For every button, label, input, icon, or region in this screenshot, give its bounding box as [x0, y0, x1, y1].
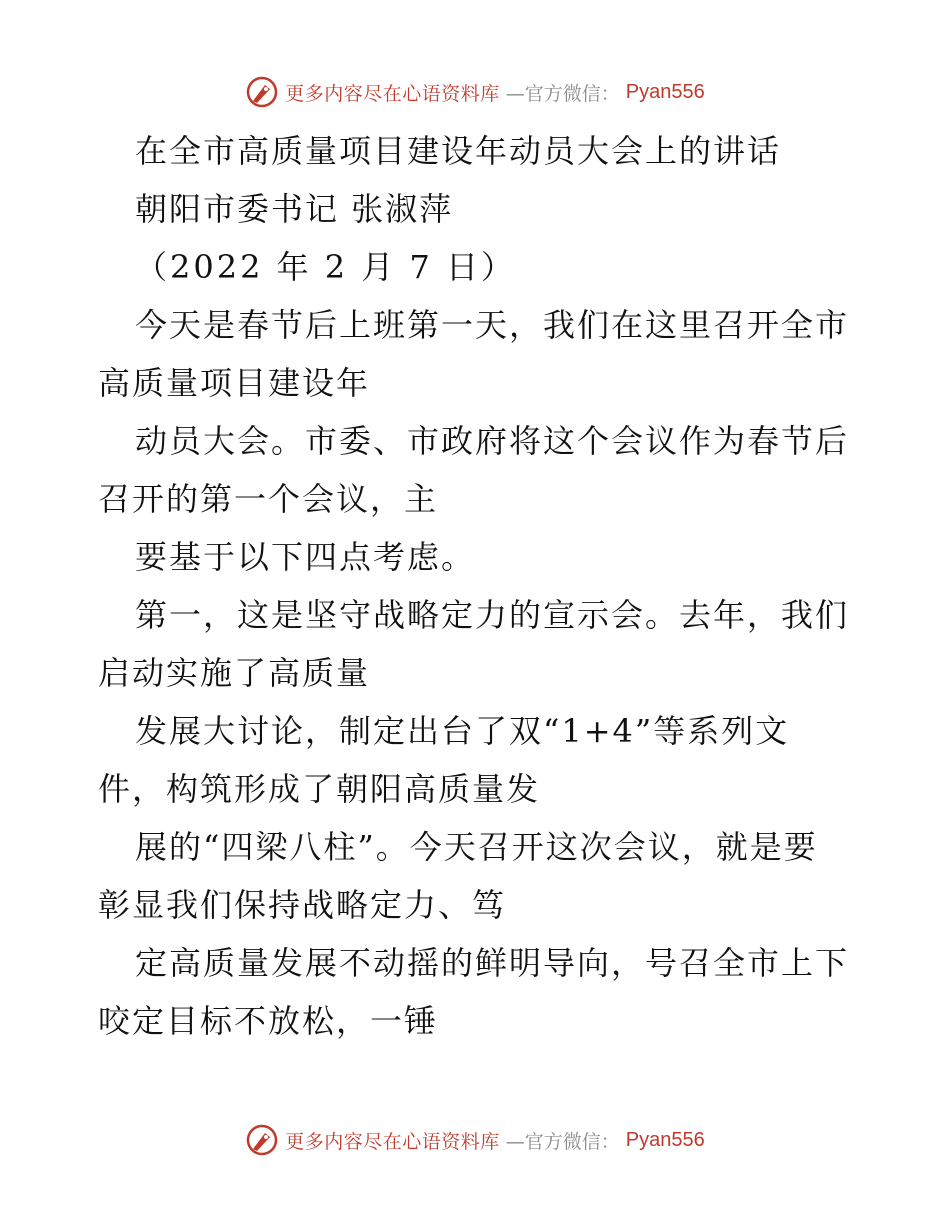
- document-title: 在全市高质量项目建设年动员大会上的讲话: [135, 132, 782, 170]
- header-banner: [0, 72, 950, 112]
- wechat-id: Pyan556: [625, 80, 705, 103]
- footer-banner: [0, 1120, 950, 1160]
- paragraph-line: 展的“四梁八柱”。今天召开这次会议，就是要: [135, 828, 818, 866]
- banner-title: 更多内容尽在心语资料库: [285, 1130, 500, 1153]
- paragraph-line: 定高质量发展不动摇的鲜明导向，号召全市上下: [135, 944, 850, 982]
- pen-nib-logo-icon: [245, 1123, 279, 1157]
- wechat-id: Pyan556: [625, 1128, 705, 1151]
- banner-separator: —官方微信：: [505, 1130, 620, 1153]
- paragraph-line: 启动实施了高质量: [98, 654, 371, 692]
- banner-separator: —官方微信：: [505, 82, 620, 105]
- pen-nib-logo-icon: [245, 75, 279, 109]
- paragraph-line: 彰显我们保持战略定力、笃: [98, 886, 507, 924]
- paragraph-line: 咬定目标不放松，一锤: [98, 1002, 439, 1040]
- date-line: （2022 年 2 月 7 日）: [135, 248, 517, 286]
- paragraph-line: 件，构筑形成了朝阳高质量发: [98, 770, 541, 808]
- author-line: 朝阳市委书记 张淑萍: [135, 190, 454, 228]
- document-body: [98, 122, 858, 1050]
- paragraph-line: 要基于以下四点考虑。: [135, 538, 476, 576]
- paragraph-line: 高质量项目建设年: [98, 364, 371, 402]
- paragraph-line: 第一，这是坚守战略定力的宣示会。去年，我们: [135, 596, 850, 634]
- banner-title: 更多内容尽在心语资料库: [285, 82, 500, 105]
- paragraph-line: 发展大讨论，制定出台了双“1+4”等系列文: [135, 712, 790, 750]
- paragraph-line: 动员大会。市委、市政府将这个会议作为春节后: [135, 422, 850, 460]
- paragraph-line: 召开的第一个会议，主: [98, 480, 439, 518]
- paragraph-line: 今天是春节后上班第一天，我们在这里召开全市: [135, 306, 850, 344]
